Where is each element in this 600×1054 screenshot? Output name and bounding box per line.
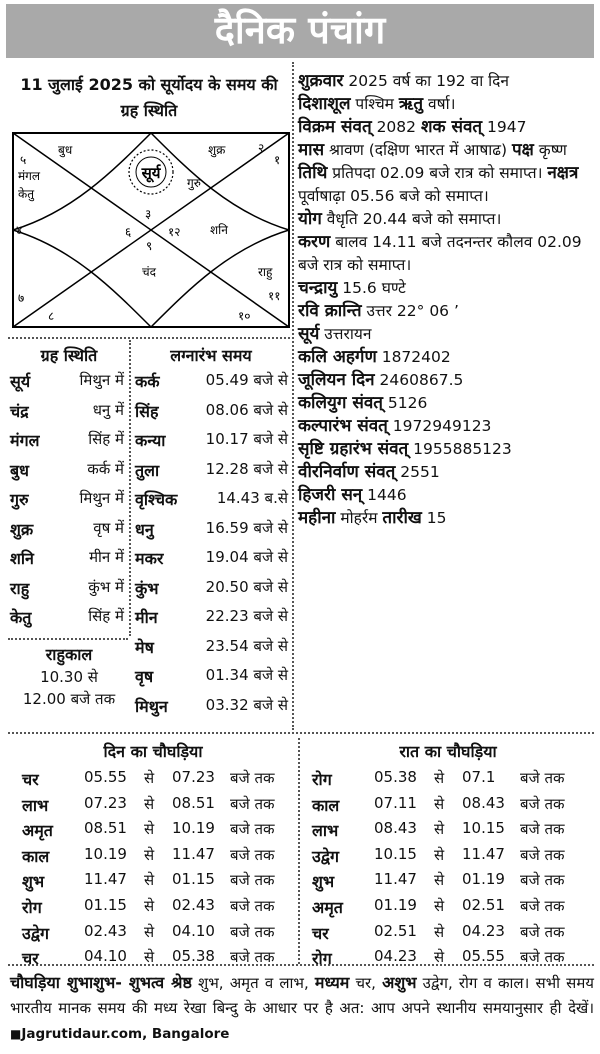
- din-choghadiya-to: 10.19: [172, 819, 215, 838]
- shak-samvat-value: 1947: [482, 118, 527, 136]
- grah-planet: राहु: [10, 578, 30, 598]
- srishti-samvat-label: सृष्टि ग्रहारंभ संवत्: [298, 439, 409, 459]
- raat-choghadiya-to: 02.51: [462, 896, 505, 914]
- grah-sign: सिंह में: [88, 607, 124, 625]
- raat-choghadiya-se: से: [434, 871, 445, 890]
- dishashool-label: दिशाशूल: [298, 94, 351, 114]
- kundli-bottom-divider: [8, 337, 290, 339]
- raat-choghadiya-from: 11.47: [374, 870, 417, 889]
- raat-choghadiya-name: रोग: [312, 770, 332, 789]
- grah-sign: कुंभ में: [88, 577, 124, 596]
- din-choghadiya-tak: बजे तक: [230, 948, 275, 967]
- lagna-time: 16.59 बजे से: [205, 518, 288, 537]
- raat-choghadiya-name: लाभ: [312, 821, 339, 841]
- raat-choghadiya-se: से: [434, 922, 445, 941]
- hijri-value: 1446: [362, 486, 407, 504]
- kundli-title: 11 जुलाई 2025 को सूर्योदय के समय की ग्रह स्थिति: [20, 75, 278, 120]
- lagna-rashi: तुला: [135, 460, 160, 480]
- footer-note: [10, 970, 594, 1047]
- din-choghadiya-name: अमृत: [22, 821, 53, 841]
- raat-choghadiya-se: से: [434, 794, 445, 813]
- lagna-rashi: कर्क: [135, 372, 160, 391]
- din-choghadiya-title: दिन का चौघड़िया: [103, 742, 203, 761]
- lagna-rashi: मेष: [135, 637, 154, 657]
- rahukal-divider: [8, 638, 128, 640]
- nakshatra-label: नक्षत्र: [547, 163, 579, 183]
- raat-choghadiya-title: रात का चौघड़िया: [399, 742, 497, 761]
- paksh-value: कृष्ण: [533, 141, 567, 159]
- din-raat-divider: [298, 738, 300, 964]
- lagna-time: 22.23 बजे से: [205, 607, 288, 625]
- karan-value: बालव 14.11 बजे तदनन्तर कौलव 02.09 बजे रात्र को समाप्त।: [298, 233, 582, 274]
- lagna-rashi: मकर: [135, 549, 164, 568]
- din-choghadiya-tak: बजे तक: [230, 794, 275, 813]
- grah-sign: वृष में: [93, 518, 124, 537]
- din-choghadiya-se: से: [144, 897, 155, 915]
- tithi-value: प्रतिपदा 02.09 बजे रात्र को समाप्त।: [327, 164, 548, 182]
- raat-choghadiya-tak: बजे तक: [520, 871, 565, 890]
- lagna-rashi: कन्या: [135, 431, 166, 450]
- raat-choghadiya-from: 10.15: [374, 844, 417, 863]
- grah-sign: धनु में: [92, 400, 124, 419]
- raat-choghadiya-to: 04.23: [462, 921, 505, 940]
- veernirvan-samvat-label: वीरनिर्वाण संवत्: [298, 462, 396, 482]
- planet-shani: शनि: [210, 223, 228, 237]
- lagna-time: 19.04 बजे से: [205, 548, 288, 566]
- din-choghadiya-from: 04.10: [84, 947, 127, 966]
- din-choghadiya-name: काल: [22, 846, 50, 866]
- kaliyug-samvat-label: कलियुग संवत्: [298, 393, 383, 413]
- raat-choghadiya-tak: बजे तक: [520, 948, 565, 967]
- tarikh-value: 15: [421, 509, 447, 527]
- rahukal-title: राहुकाल: [45, 645, 93, 664]
- srishti-samvat-value: 1955885123: [408, 440, 512, 458]
- raat-choghadiya-name: काल: [312, 795, 340, 815]
- planet-budh: बुध: [58, 143, 73, 157]
- din-choghadiya-to: 05.38: [172, 947, 215, 966]
- house-2: २: [258, 141, 265, 155]
- weekday: शुक्रवार: [298, 71, 344, 91]
- din-choghadiya-to: 02.43: [172, 896, 215, 914]
- raat-choghadiya-from: 01.19: [374, 896, 417, 914]
- maas-label: मास: [298, 140, 325, 160]
- maas-value: श्रावण (दक्षिण भारत में आषाढ): [324, 141, 512, 159]
- din-choghadiya-from: 10.19: [84, 844, 127, 863]
- ritu-label: ऋतु: [398, 94, 424, 114]
- grah-sign: मिथुन में: [79, 489, 124, 507]
- grah-planet: सूर्य: [10, 372, 31, 391]
- lagna-rashi: मिथुन: [135, 696, 168, 716]
- din-choghadiya-from: 05.55: [84, 768, 127, 786]
- grah-sign: मिथुन में: [79, 371, 124, 389]
- column-divider: [292, 62, 294, 730]
- kalparambh-samvat-value: 1972949123: [387, 417, 492, 435]
- raat-choghadiya-se: से: [434, 948, 445, 967]
- din-choghadiya-from: 01.15: [84, 896, 127, 914]
- raat-choghadiya-to: 08.43: [462, 793, 505, 812]
- din-choghadiya-tak: बजे तक: [230, 820, 275, 839]
- raat-choghadiya-tak: बजे तक: [520, 845, 565, 864]
- tarikh-label: तारीख: [382, 508, 422, 528]
- ravi-kranti-value: उत्तर 22° 06 ’: [361, 302, 459, 320]
- ravi-kranti-label: रवि क्रान्ति: [298, 301, 362, 321]
- surya-label: सूर्य: [298, 324, 320, 344]
- house-6: ६: [125, 225, 132, 239]
- raat-choghadiya-to: 05.55: [462, 947, 505, 966]
- din-choghadiya-se: से: [144, 948, 155, 967]
- raat-choghadiya-tak: बजे तक: [520, 922, 565, 941]
- raat-choghadiya-se: से: [434, 769, 445, 787]
- karan-label: करण: [298, 232, 331, 252]
- din-choghadiya-se: से: [144, 922, 155, 941]
- footer-text-2: चर,: [349, 974, 383, 992]
- footer-bad: अशुभ: [382, 973, 417, 992]
- grah-planet: मंगल: [10, 431, 40, 450]
- lagna-time: 12.28 बजे से: [205, 459, 288, 478]
- din-choghadiya-from: 11.47: [84, 870, 127, 889]
- credit: Jagrutidaur.com, Bangalore: [21, 1026, 230, 1042]
- footer-medium: मध्यम: [314, 973, 350, 992]
- lagna-time: 23.54 बजे से: [205, 636, 288, 655]
- grah-sign: सिंह में: [88, 430, 124, 448]
- raat-choghadiya-from: 05.38: [374, 768, 417, 786]
- planet-shukra: शुक्र: [208, 143, 226, 157]
- raat-choghadiya-se: से: [434, 820, 445, 839]
- raat-choghadiya-name: अमृत: [312, 898, 343, 917]
- lagna-time: 08.06 बजे से: [205, 400, 288, 419]
- raat-choghadiya-tak: बजे तक: [520, 820, 565, 839]
- planet-mangal: मंगल: [18, 169, 41, 183]
- rahukal-to: 12.00 बजे तक: [22, 690, 116, 708]
- din-choghadiya-name: चर: [22, 770, 39, 789]
- nakshatra-value: पूर्वाषाढ़ा 05.56 बजे को समाप्त।: [298, 187, 489, 205]
- din-choghadiya-tak: बजे तक: [230, 845, 275, 864]
- raat-choghadiya-se: से: [434, 897, 445, 915]
- julian-day-label: जूलियन दिन: [298, 370, 375, 390]
- yog-label: योग: [298, 209, 322, 229]
- din-choghadiya-to: 08.51: [172, 793, 215, 812]
- grah-sign: मीन में: [89, 548, 124, 566]
- lagna-rashi: वृश्चिक: [135, 490, 178, 509]
- panchang-info: [298, 70, 594, 530]
- footer-best: शुभत्व श्रेष्ठ: [121, 973, 192, 992]
- footer-text-1: शुभ, अमृत व लाभ,: [191, 974, 315, 992]
- din-choghadiya-name: उद्वेग: [22, 923, 49, 943]
- julian-day-value: 2460867.5: [374, 371, 464, 389]
- house-7: ७: [18, 291, 25, 305]
- raat-choghadiya-tak: बजे तक: [520, 897, 565, 915]
- din-choghadiya-to: 11.47: [172, 844, 215, 863]
- raat-choghadiya-from: 08.43: [374, 819, 417, 838]
- raat-choghadiya-from: 04.23: [374, 947, 417, 966]
- din-choghadiya-from: 08.51: [84, 819, 127, 838]
- rahukal-box: [10, 644, 128, 710]
- lagna-time: 20.50 बजे से: [205, 577, 288, 596]
- day-of-year: 2025 वर्ष का 192 वा दिन: [343, 72, 510, 90]
- raat-choghadiya-from: 07.11: [374, 793, 417, 812]
- raat-choghadiya-tak: बजे तक: [520, 769, 565, 787]
- din-choghadiya-tak: बजे तक: [230, 897, 275, 915]
- lagna-rashi: सिंह: [135, 401, 159, 421]
- lagna-rashi: वृष: [135, 667, 154, 686]
- raat-choghadiya-to: 10.15: [462, 819, 505, 838]
- grah-planet: केतु: [10, 608, 32, 627]
- footer-text-3: उद्वेग, रोग व काल। सभी समय भारतीय मानक समय की मध्य रेखा बिन्दु के आधार पर है अत: आप अपने स्थानीय समयानुसार ही देखें।: [10, 974, 594, 1017]
- raat-choghadiya-name: चर: [312, 923, 329, 943]
- kali-ahargan-value: 1872402: [376, 348, 451, 366]
- raat-choghadiya-to: 11.47: [462, 844, 505, 863]
- house-12: १२: [168, 225, 181, 239]
- planet-ketu: केतु: [18, 187, 35, 201]
- rahukal-from: 10.30 से: [40, 668, 98, 686]
- credit-square-icon: ■: [10, 1027, 22, 1041]
- din-choghadiya-to: 07.23: [172, 768, 215, 786]
- lagna-title: लग्नारंभ समय: [170, 346, 252, 365]
- lagna-time: 03.32 बजे से: [205, 695, 288, 714]
- house-4: ४: [16, 223, 23, 237]
- chandrayu-value: 15.6 घण्टे: [337, 279, 406, 297]
- lagna-time: 14.43 ब.से: [216, 489, 288, 507]
- lagna-time: 01.34 बजे से: [205, 666, 288, 684]
- grah-title: ग्रह स्थिति: [40, 346, 98, 365]
- veernirvan-samvat-value: 2551: [395, 463, 440, 481]
- din-choghadiya-tak: बजे तक: [230, 871, 275, 890]
- grah-planet: बुध: [10, 460, 29, 480]
- planet-guru: गुरु: [187, 176, 201, 190]
- dishashool-value: पश्चिम: [350, 95, 399, 113]
- planet-rahu: राहु: [258, 265, 273, 279]
- surya-value: उत्तरायन: [319, 325, 372, 343]
- grah-lagna-divider: [129, 340, 131, 636]
- tithi-label: तिथि: [298, 163, 328, 183]
- raat-choghadiya-name: शुभ: [312, 872, 335, 892]
- grah-planet: शनि: [10, 549, 34, 568]
- raat-choghadiya-name: रोग: [312, 949, 332, 969]
- hijri-label: हिजरी सन्: [298, 485, 363, 505]
- planet-sun: सूर्य: [141, 164, 161, 182]
- lagna-time: 10.17 बजे से: [205, 430, 288, 448]
- choghadiya-divider: [8, 732, 594, 734]
- house-3: ३: [145, 207, 152, 221]
- kundli-chart: [12, 132, 290, 328]
- mahina-value: मोहर्रम: [335, 509, 383, 527]
- grah-planet: चंद्र: [10, 401, 29, 421]
- din-choghadiya-name: चर: [22, 949, 39, 969]
- raat-choghadiya-se: से: [434, 845, 445, 864]
- house-5: ५: [20, 153, 27, 167]
- din-choghadiya-se: से: [144, 794, 155, 813]
- raat-choghadiya-tak: बजे तक: [520, 794, 565, 813]
- lagna-time: 05.49 बजे से: [205, 371, 288, 389]
- shak-samvat-label: शक संवत्: [420, 117, 483, 137]
- house-11: ११: [268, 289, 281, 303]
- ritu-value: वर्षा।: [423, 95, 456, 113]
- planet-chandra: चंद: [142, 265, 156, 279]
- paksh-label: पक्ष: [512, 140, 534, 160]
- din-choghadiya-se: से: [144, 871, 155, 890]
- raat-choghadiya-name: उद्वेग: [312, 846, 339, 866]
- grah-sign: कर्क में: [87, 459, 124, 478]
- din-choghadiya-from: 02.43: [84, 921, 127, 940]
- kalparambh-samvat-label: कल्पारंभ संवत्: [298, 416, 388, 436]
- house-9: ९: [146, 239, 153, 253]
- din-choghadiya-from: 07.23: [84, 793, 127, 812]
- chandrayu-label: चन्द्रायु: [298, 278, 338, 298]
- din-choghadiya-se: से: [144, 845, 155, 864]
- raat-choghadiya-to: 01.19: [462, 870, 505, 889]
- din-choghadiya-name: शुभ: [22, 872, 45, 892]
- din-choghadiya-name: रोग: [22, 898, 42, 917]
- din-choghadiya-tak: बजे तक: [230, 769, 275, 787]
- lagna-rashi: धनु: [135, 519, 154, 539]
- grah-planet: शुक्र: [10, 519, 34, 539]
- yog-value: वैधृति 20.44 बजे को समाप्त।: [321, 210, 502, 228]
- footer-label: चौघड़िया शुभाशुभ-: [10, 973, 122, 992]
- kali-ahargan-label: कलि अहर्गण: [298, 347, 377, 367]
- din-choghadiya-se: से: [144, 769, 155, 787]
- din-choghadiya-se: से: [144, 820, 155, 839]
- raat-choghadiya-from: 02.51: [374, 921, 417, 940]
- house-1: १: [274, 153, 281, 167]
- din-choghadiya-tak: बजे तक: [230, 922, 275, 941]
- lagna-rashi: मीन: [135, 608, 158, 627]
- raat-choghadiya-to: 07.1: [462, 768, 496, 786]
- din-choghadiya-to: 01.15: [172, 870, 215, 889]
- lagna-rashi: कुंभ: [135, 578, 159, 598]
- kaliyug-samvat-value: 5126: [382, 394, 428, 412]
- din-choghadiya-to: 04.10: [172, 921, 215, 940]
- mahina-label: महीना: [298, 508, 336, 528]
- house-10: १०: [238, 309, 251, 323]
- grah-planet: गुरु: [10, 490, 29, 509]
- vikram-samvat-value: 2082: [371, 118, 421, 136]
- house-8: ८: [48, 309, 55, 323]
- vikram-samvat-label: विक्रम संवत्: [298, 117, 372, 137]
- din-choghadiya-name: लाभ: [22, 795, 49, 815]
- page-title: दैनिक पंचांग: [6, 4, 594, 58]
